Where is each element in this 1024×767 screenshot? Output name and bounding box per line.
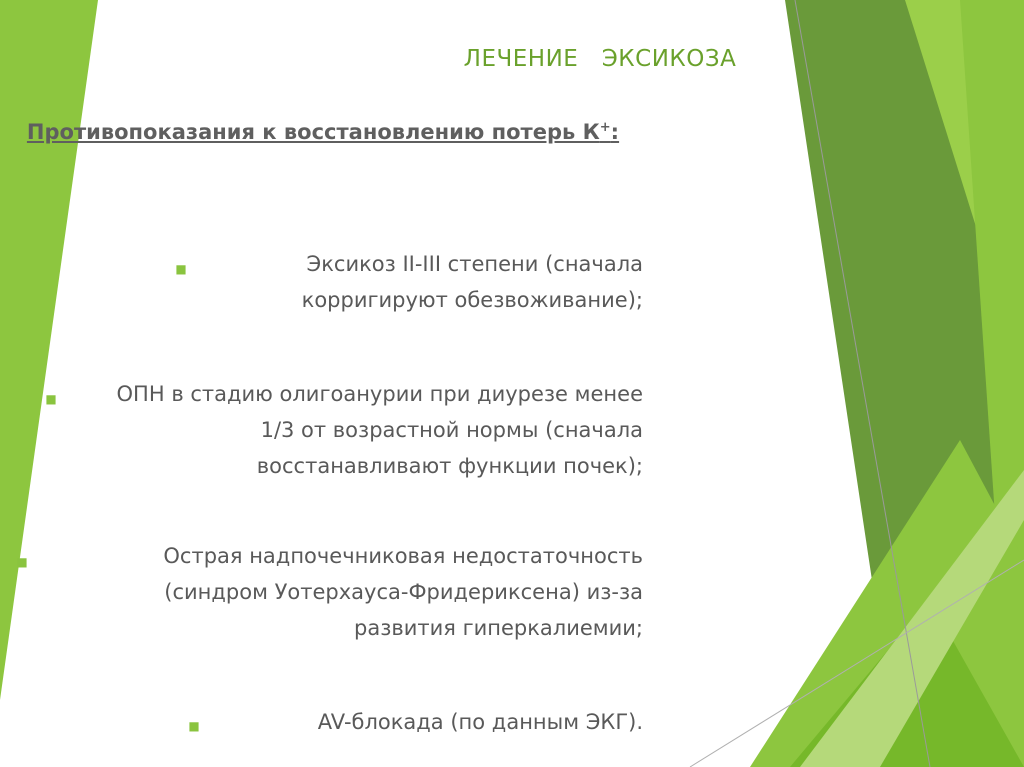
subtitle-text: Противопоказания к восстановлению потерь К	[26, 120, 600, 144]
list-item: Эксикоз II-III степени (сначала корригируют обезвоживание);	[301, 252, 643, 312]
subtitle-superscript: +	[599, 120, 611, 135]
bullet-icon: ■	[175, 262, 187, 276]
list-item: AV-блокада (по данным ЭКГ).	[317, 710, 643, 734]
bullet-icon: ■	[16, 555, 28, 569]
subtitle-suffix: :	[610, 120, 620, 144]
list-item: Острая надпочечниковая недостаточность (синдром Уотерхауса-Фридериксена) из-за развития гиперкалиемии;	[163, 544, 643, 640]
slide-subtitle	[8, 116, 638, 148]
bullet-icon: ■	[188, 719, 200, 733]
slide-title: ЛЕЧЕНИЕ ЭКСИКОЗА	[463, 46, 737, 72]
bullet-icon: ■	[45, 392, 57, 406]
list-item: ОПН в стадию олигоанурии при диурезе менее 1/3 от возрастной нормы (сначала восстанавливают функции почек);	[116, 382, 643, 478]
